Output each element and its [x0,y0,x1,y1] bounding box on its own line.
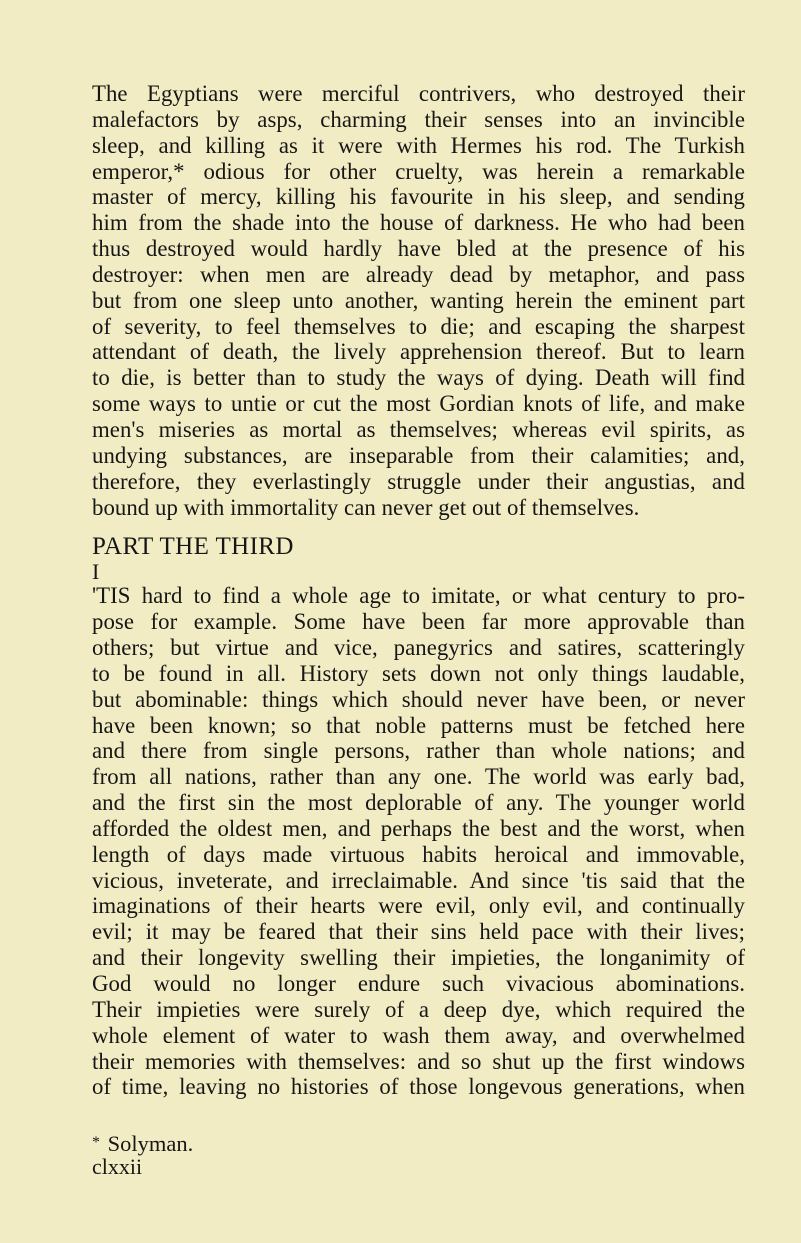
text-line: and their longevity swelling their impieties, the longanimity of [92,945,745,971]
text-line: bound up with immortality can never get out of themselves. [92,494,640,520]
page-number: clxxii [92,1154,143,1180]
text-line: sleep, and killing as it were with Hermes his rod. The Turkish [92,132,745,158]
text-line: have been known; so that noble patterns must be fetched here [92,712,745,738]
footnote-text: Solyman. [107,1131,194,1157]
text-line: some ways to untie or cut the most Gordian knots of life, and make [92,391,745,417]
text-line: of time, leaving no histories of those longevous generations, when [92,1074,745,1100]
text-line: emperor,* odious for other cruelty, was herein a remarkable [92,158,745,184]
text-line: God would no longer endure such vivacious abominations. [92,971,745,996]
text-line: master of mercy, killing his favourite in his sleep, and sending [92,184,745,210]
paragraph-1 [92,81,745,520]
footnote-marker: * [92,1134,100,1152]
part-heading: PART THE THIRD [92,533,294,561]
text-line: from all nations, rather than any one. The world was early bad, [92,764,745,790]
text-line: Their impieties were surely of a deep dye, which required the [92,996,745,1022]
text-line: whole element of water to wash them away, and overwhelmed [92,1022,745,1048]
text-line: therefore, they everlastingly struggle under their angustias, and [92,468,745,494]
text-line: and the first sin the most deplorable of any. The younger world [92,790,745,816]
text-line: their memories with themselves: and so shut up the first windows [92,1048,745,1074]
part-number: I [92,559,100,585]
text-line: but from one sleep unto another, wanting herein the eminent part [92,287,745,313]
text-line: malefactors by asps, charming their senses into an invincible [92,106,745,132]
text-line: thus destroyed would hardly have bled at the presence of his [92,236,745,262]
text-line: destroyer: when men are already dead by metaphor, and pass [92,261,745,287]
text-line: but abominable: things which should never have been, or never [92,686,745,712]
text-line: men's miseries as mortal as themselves; whereas evil spirits, as [92,416,745,442]
text-line: length of days made virtuous habits heroical and immovable, [92,841,745,867]
text-line: to die, is better than to study the ways of dying. Death will find [92,365,745,391]
text-line: vicious, inveterate, and irreclaimable. And since 'tis said that the [92,867,745,893]
paragraph-2 [92,583,745,1100]
footnote [92,1131,745,1155]
text-line: and there from single persons, rather than whole nations; and [92,738,745,764]
text-line: pose for example. Some have been far more approvable than [92,609,745,635]
text-line: The Egyptians were merciful contrivers, who destroyed their [92,81,745,106]
text-line: afforded the oldest men, and perhaps the best and the worst, when [92,815,745,841]
text-line: to be found in all. History sets down not only things laudable, [92,660,745,686]
text-line: undying substances, are inseparable from their calamities; and, [92,442,745,468]
text-line: of severity, to feel themselves to die; and escaping the sharpest [92,313,745,339]
text-line: imaginations of their hearts were evil, only evil, and continually [92,893,745,919]
text-line: others; but virtue and vice, panegyrics and satires, scatteringly [92,635,745,661]
text-line: attendant of death, the lively apprehension thereof. But to learn [92,339,745,365]
text-line: evil; it may be feared that their sins held pace with their lives; [92,919,745,945]
text-line: 'TIS hard to find a whole age to imitate, or what century to pro- [92,583,745,609]
text-line: him from the shade into the house of darkness. He who had been [92,210,745,236]
